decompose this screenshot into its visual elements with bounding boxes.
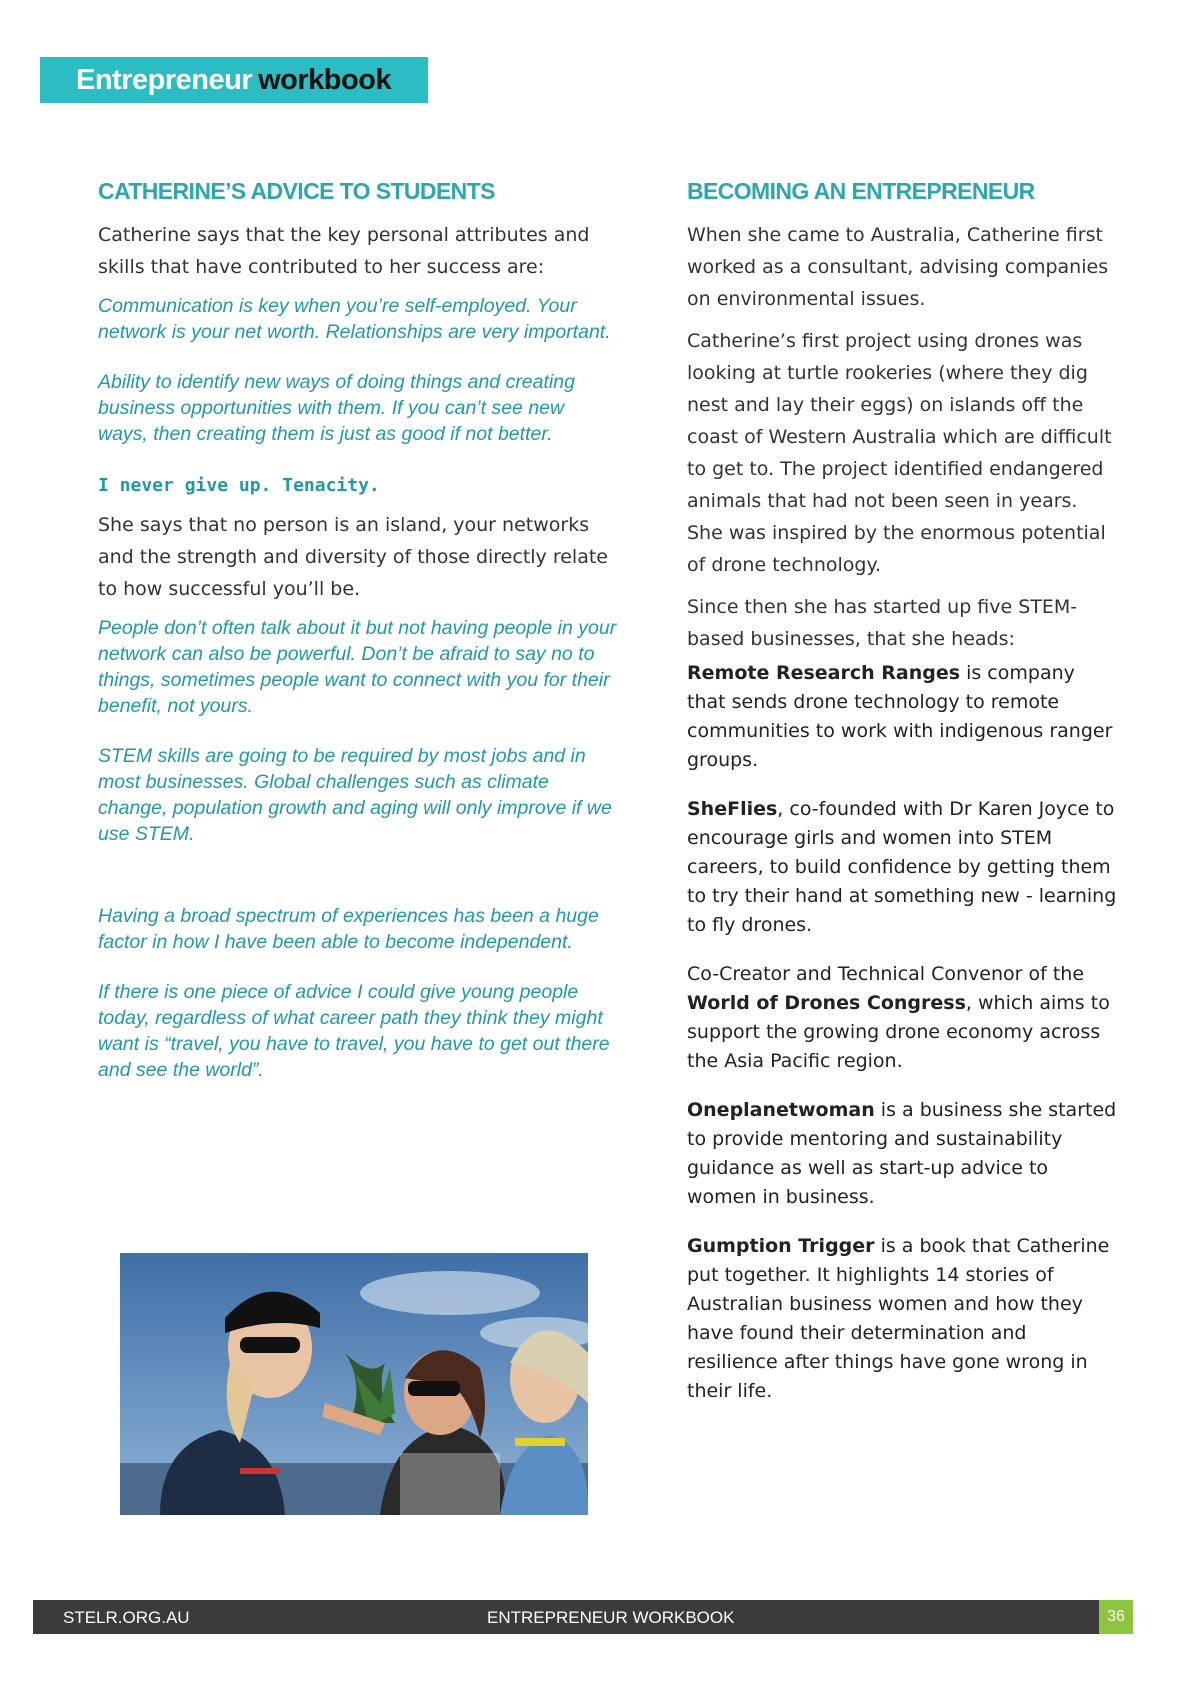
page-footer	[33, 1600, 1133, 1634]
right-column	[687, 178, 1117, 1426]
header-title-entrepreneur: Entrepreneur	[76, 63, 253, 96]
business-oneplanetwoman: Oneplanetwoman is a business she started to provide mentoring and sustainability guidance as well as start-up advice to women in business.	[687, 1099, 1117, 1208]
quote-new-ways: Ability to identify new ways of doing things and creating business opportunities with them. If you can’t see new ways, then creating them is just as good if not better.	[98, 371, 575, 445]
footer-title: ENTREPRENEUR WORKBOOK	[487, 1608, 735, 1627]
photo-three-women-outdoors	[120, 1253, 588, 1515]
quote-say-no: People don’t often talk about it but not having people in your network can also be powerful. Don’t be afraid to say no to things, sometimes people want to connect with you for their benefit, not yours.	[98, 617, 617, 717]
businesses-intro: Since then she has started up five STEM-based businesses, that she heads:	[687, 596, 1078, 650]
header-title-workbook: workbook	[258, 63, 392, 96]
left-column	[98, 178, 618, 1107]
tenacity-line: I never give up. Tenacity.	[98, 475, 380, 496]
quote-travel: If there is one piece of advice I could give young people today, regardless of what career path they think they might want is “travel, you have to travel, you have to get out there and see the world”.	[98, 981, 610, 1081]
advice-heading: CATHERINE’S ADVICE TO STUDENTS	[98, 178, 495, 204]
quote-communication: Communication is key when you’re self-employed. Your network is your net worth. Relationships are very important.	[98, 295, 611, 343]
business-world-of-drones-congress: Co-Creator and Technical Convenor of the World of Drones Congress, which aims to support the growing drone economy across the Asia Pacific region.	[687, 963, 1110, 1072]
quote-stem-skills: STEM skills are going to be required by most jobs and in most businesses. Global challenges such as climate change, population growth and aging will only improve if we use STEM.	[98, 745, 612, 845]
header-banner	[40, 57, 428, 103]
business-gumption-trigger: Gumption Trigger is a book that Catherine put together. It highlights 14 stories of Australian business women and how they have found their determination and resilience after things have gone wrong in their life.	[687, 1235, 1110, 1402]
page-number: 36	[1099, 1600, 1133, 1634]
drone-project-paragraph: Catherine’s first project using drones was looking at turtle rookeries (where they dig nest and lay their eggs) on islands off the coast of Western Australia which are difficult to get to. The project identified endangered animals that had not been seen in years. She was inspired by the enormous potential of drone technology.	[687, 330, 1112, 576]
advice-intro: Catherine says that the key personal attributes and skills that have contributed to her success are:	[98, 224, 590, 278]
footer-site-link[interactable]: STELR.ORG.AU	[63, 1608, 190, 1627]
business-remote-research-ranges: Remote Research Ranges is company that sends drone technology to remote communities to work with indigenous ranger groups.	[687, 662, 1113, 771]
quote-broad-spectrum: Having a broad spectrum of experiences has been a huge factor in how I have been able to become independent.	[98, 905, 599, 953]
networks-paragraph: She says that no person is an island, your networks and the strength and diversity of those directly relate to how successful you’ll be.	[98, 514, 608, 600]
entrepreneur-heading: BECOMING AN ENTREPRENEUR	[687, 178, 1035, 204]
consultant-paragraph: When she came to Australia, Catherine first worked as a consultant, advising companies on environmental issues.	[687, 224, 1109, 310]
business-sheflies: SheFlies, co-founded with Dr Karen Joyce to encourage girls and women into STEM careers, to build confidence by getting them to try their hand at something new - learning to fly drones.	[687, 798, 1117, 936]
